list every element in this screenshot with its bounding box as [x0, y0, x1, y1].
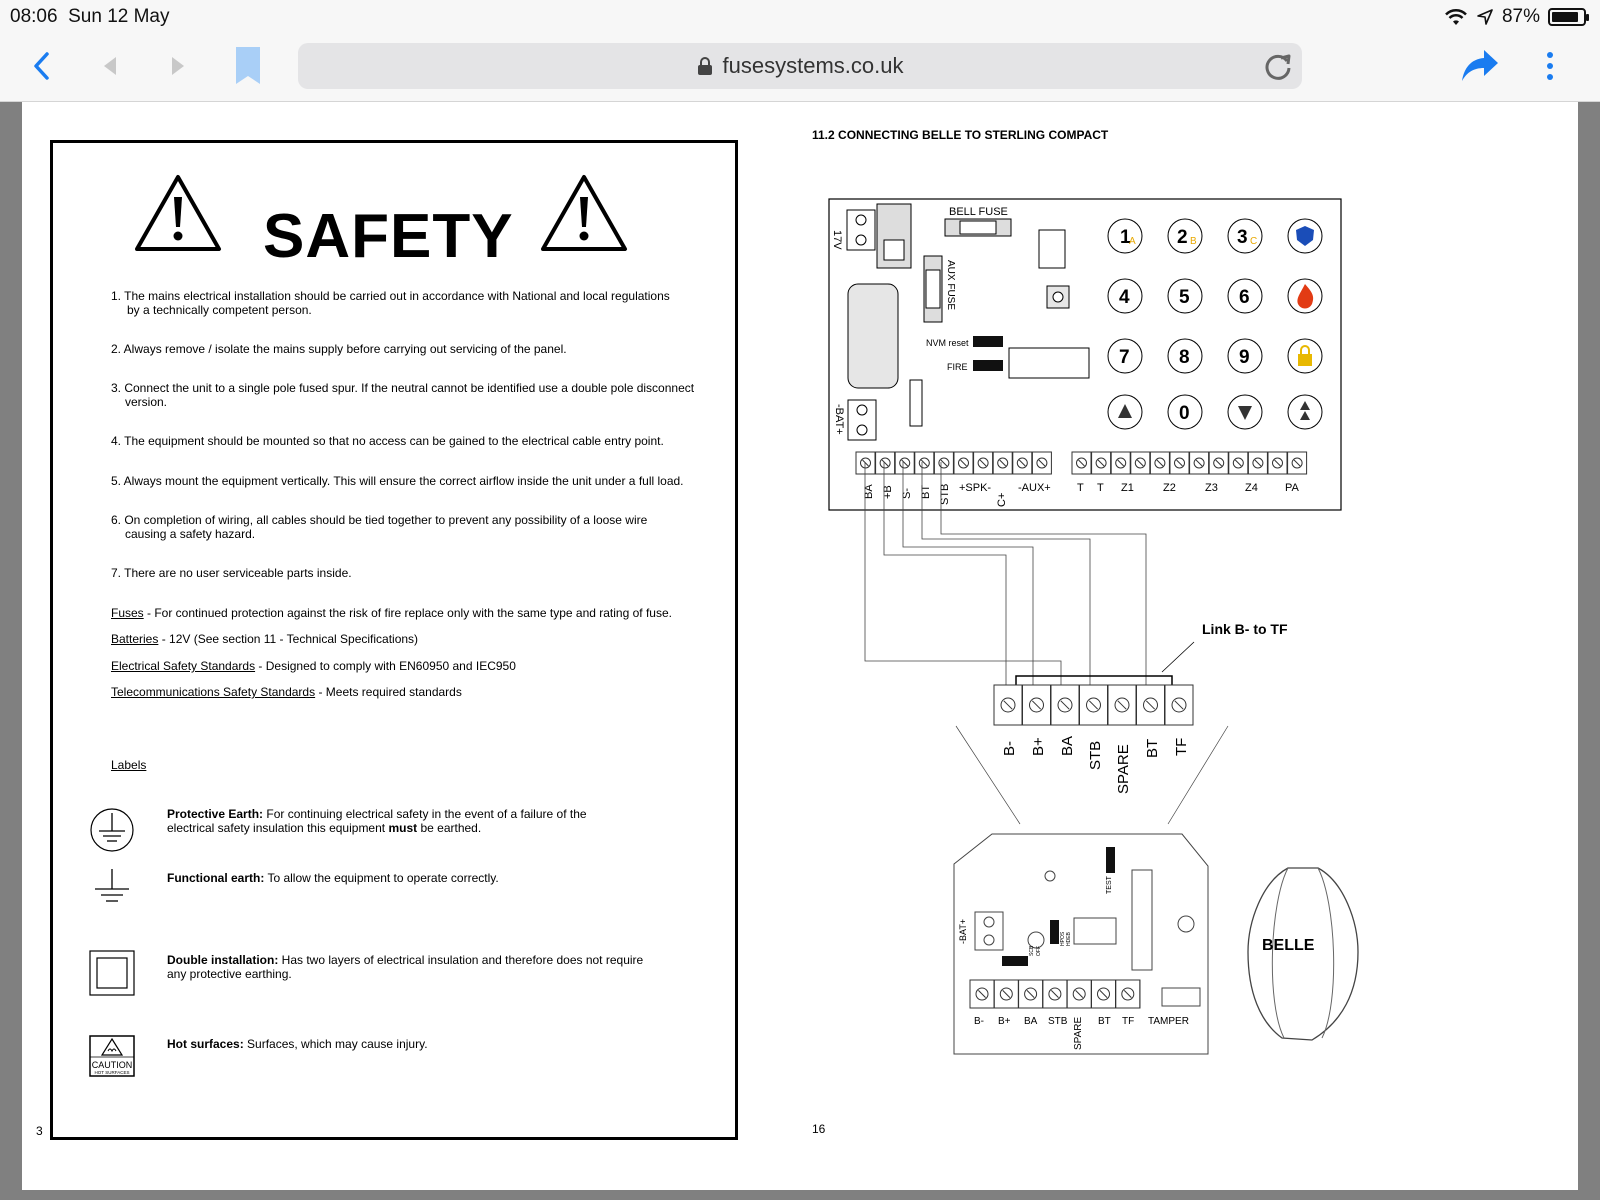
section-title: 11.2 CONNECTING BELLE TO STERLING COMPACT: [812, 128, 1109, 142]
status-bar: [0, 0, 1600, 34]
safety-rule: 2. Always remove / isolate the mains supply before carrying out servicing of the panel.: [111, 342, 567, 356]
more-button[interactable]: [1530, 46, 1570, 86]
safety-page-frame: [50, 140, 738, 1140]
svg-text:TF: TF: [1173, 737, 1190, 756]
safety-title: SAFETY: [263, 202, 514, 271]
label-t2: T: [1097, 482, 1104, 494]
back-button[interactable]: [22, 46, 62, 86]
label-fire: FIRE: [947, 362, 968, 372]
belle-bat-label: -BAT+: [958, 918, 968, 944]
label-s-minus: S-: [901, 488, 913, 499]
key-7: 7: [1119, 347, 1130, 368]
key-6: 6: [1239, 287, 1250, 308]
caution-text: CAUTION: [91, 1060, 133, 1070]
belle-terminal-labels: [1001, 736, 1190, 794]
svg-text:B-: B-: [1001, 741, 1018, 756]
document-viewer[interactable]: [22, 102, 1578, 1190]
svg-text:BT: BT: [1098, 1016, 1111, 1027]
functional-earth-icon: [89, 867, 135, 907]
label-nvm-reset: NVM reset: [926, 338, 969, 348]
label-hot-surfaces: Hot surfaces: Surfaces, which may cause injury.: [167, 1037, 428, 1051]
key-5: 5: [1179, 287, 1190, 308]
battery-icon: [1548, 8, 1586, 26]
lock-icon: [697, 56, 713, 76]
safety-rule: 4. The equipment should be mounted so that no access can be gained to the electrical cable entry point.: [111, 434, 664, 448]
belle-siren-label: BELLE: [1262, 937, 1315, 954]
svg-text:C: C: [1250, 236, 1258, 247]
bookmark-icon: [234, 46, 262, 86]
svg-text:SPARE: SPARE: [1073, 1016, 1084, 1050]
label-functional-earth: Functional earth: To allow the equipment to operate correctly.: [167, 871, 499, 885]
belle-terminal-block: [994, 685, 1193, 725]
triangle-left-icon: [102, 55, 118, 77]
label-bell-fuse: BELL FUSE: [949, 206, 1008, 218]
key-0: 0: [1179, 403, 1190, 424]
reload-icon: [1262, 50, 1294, 82]
belle-scb-label: SCB: [1029, 945, 1035, 956]
more-vertical-icon: [1545, 51, 1555, 81]
key-1: 1: [1120, 227, 1131, 248]
svg-text:A: A: [1129, 236, 1136, 247]
link-label: Link B- to TF: [1202, 621, 1288, 637]
label-bat: -BAT+: [833, 404, 845, 435]
label-bt: BT: [920, 484, 932, 499]
reload-button[interactable]: [1258, 46, 1298, 86]
belle-terminal-slot: [1004, 701, 1012, 709]
label-t1: T: [1077, 482, 1084, 494]
label-aux-fuse: AUX FUSE: [945, 260, 956, 311]
wiring-diagram: [802, 182, 1382, 1062]
label-17v: 17V: [831, 230, 843, 250]
label-z1: Z1: [1121, 482, 1134, 494]
caution-subtext: HOT SURFACES: [94, 1070, 130, 1075]
svg-text:BA: BA: [1059, 735, 1076, 756]
svg-text:STB: STB: [1048, 1016, 1068, 1027]
svg-text:BA: BA: [1024, 1016, 1038, 1027]
svg-text:TAMPER: TAMPER: [1148, 1016, 1189, 1027]
fuses-note: Fuses - For continued protection against the risk of fire replace only with the same type and rating of fuse.: [111, 606, 672, 620]
svg-text:BT: BT: [1144, 738, 1161, 758]
label-aux: -AUX+: [1018, 482, 1051, 494]
svg-text:OFF: OFF: [1036, 946, 1042, 956]
safety-rule: 5. Always mount the equipment vertically. This will ensure the correct airflow inside the unit under a full load.: [111, 474, 684, 488]
bookmark-button[interactable]: [228, 46, 268, 86]
safety-rule: 3. Connect the unit to a single pole fused spur. If the neutral cannot be identified use a double pole disconnect version.: [111, 381, 695, 409]
svg-text:TF: TF: [1122, 1016, 1135, 1027]
key-2: 2: [1177, 227, 1188, 248]
warning-icon: [133, 173, 223, 253]
warning-icon: [539, 173, 629, 253]
browser-toolbar: [0, 34, 1600, 102]
label-protective-earth: Protective Earth: For continuing electrical safety in the event of a failure of the electrical safety insulation this equipment must be earthed.: [167, 807, 587, 835]
belle-siren: [1248, 868, 1358, 1040]
safety-rule: 6. On completion of wiring, all cables should be tied together to prevent any possibility of a loose wire causing a safety hazard.: [111, 513, 648, 541]
electrical-standards-note: Electrical Safety Standards - Designed to comply with EN60950 and IEC950: [111, 659, 516, 673]
status-time: 08:06 Sun 12 May: [10, 6, 170, 27]
link-wire: [1016, 676, 1172, 685]
svg-text:HPOS: HPOS: [1060, 931, 1066, 946]
telecom-standards-note: Telecommunications Safety Standards - Meets required standards: [111, 685, 462, 699]
page-number-right: 16: [812, 1122, 826, 1136]
page-back-button[interactable]: [90, 46, 130, 86]
belle-terminal-slot: [1032, 701, 1040, 709]
label-z3: Z3: [1205, 482, 1218, 494]
label-c-plus: C+: [996, 492, 1008, 507]
protective-earth-icon: [89, 807, 135, 853]
share-button[interactable]: [1460, 46, 1500, 86]
wifi-icon: [1444, 8, 1468, 26]
battery-percent: 87%: [1501, 6, 1540, 27]
belle-terminal-slot: [1061, 701, 1069, 709]
key-4: 4: [1119, 287, 1130, 308]
label-z2: Z2: [1163, 482, 1176, 494]
safety-rule: 1. The mains electrical installation should be carried out in accordance with National and local regulations by a technically competent person.: [111, 289, 670, 317]
safety-rule: 7. There are no user serviceable parts inside.: [111, 566, 352, 580]
svg-text:STB: STB: [1087, 740, 1104, 770]
svg-text:B+: B+: [1030, 737, 1047, 756]
belle-terminal-slot: [1175, 701, 1183, 709]
belle-terminal-slot: [1089, 701, 1097, 709]
chevron-left-icon: [32, 51, 52, 81]
svg-text:HDEB: HDEB: [1066, 932, 1072, 946]
address-bar[interactable]: [298, 43, 1302, 89]
svg-text:B+: B+: [998, 1016, 1011, 1027]
belle-terminal-slot: [1118, 701, 1126, 709]
url-text: fusesystems.co.uk: [722, 53, 904, 78]
key-9: 9: [1239, 347, 1250, 368]
location-icon: [1476, 8, 1494, 26]
label-double-installation: Double installation: Has two layers of electrical insulation and therefore does not require any protective earthing.: [167, 953, 644, 981]
label-plus-b: +B: [882, 485, 894, 499]
lock-key-icon: [1298, 354, 1312, 366]
svg-text:SPARE: SPARE: [1115, 744, 1132, 794]
label-z4: Z4: [1245, 482, 1258, 494]
svg-text:B-: B-: [974, 1016, 984, 1027]
label-pa: PA: [1285, 482, 1299, 494]
batteries-note: Batteries - 12V (See section 11 - Technical Specifications): [111, 632, 419, 646]
page-forward-button[interactable]: [158, 46, 198, 86]
hot-surface-caution-icon: [89, 1035, 135, 1077]
triangle-right-icon: [170, 55, 186, 77]
svg-text:B: B: [1190, 236, 1197, 247]
share-icon: [1460, 48, 1500, 84]
label-ba: BA: [863, 484, 875, 499]
labels-heading: Labels: [111, 758, 147, 772]
label-spk: +SPK-: [959, 482, 992, 494]
key-3: 3: [1237, 227, 1248, 248]
belle-test-label: TEST: [1106, 876, 1113, 894]
belle-terminal-slot: [1146, 701, 1154, 709]
key-8: 8: [1179, 347, 1190, 368]
page-number-left: 3: [36, 1124, 43, 1138]
label-stb: STB: [939, 483, 951, 505]
double-insulation-icon: [89, 950, 135, 996]
